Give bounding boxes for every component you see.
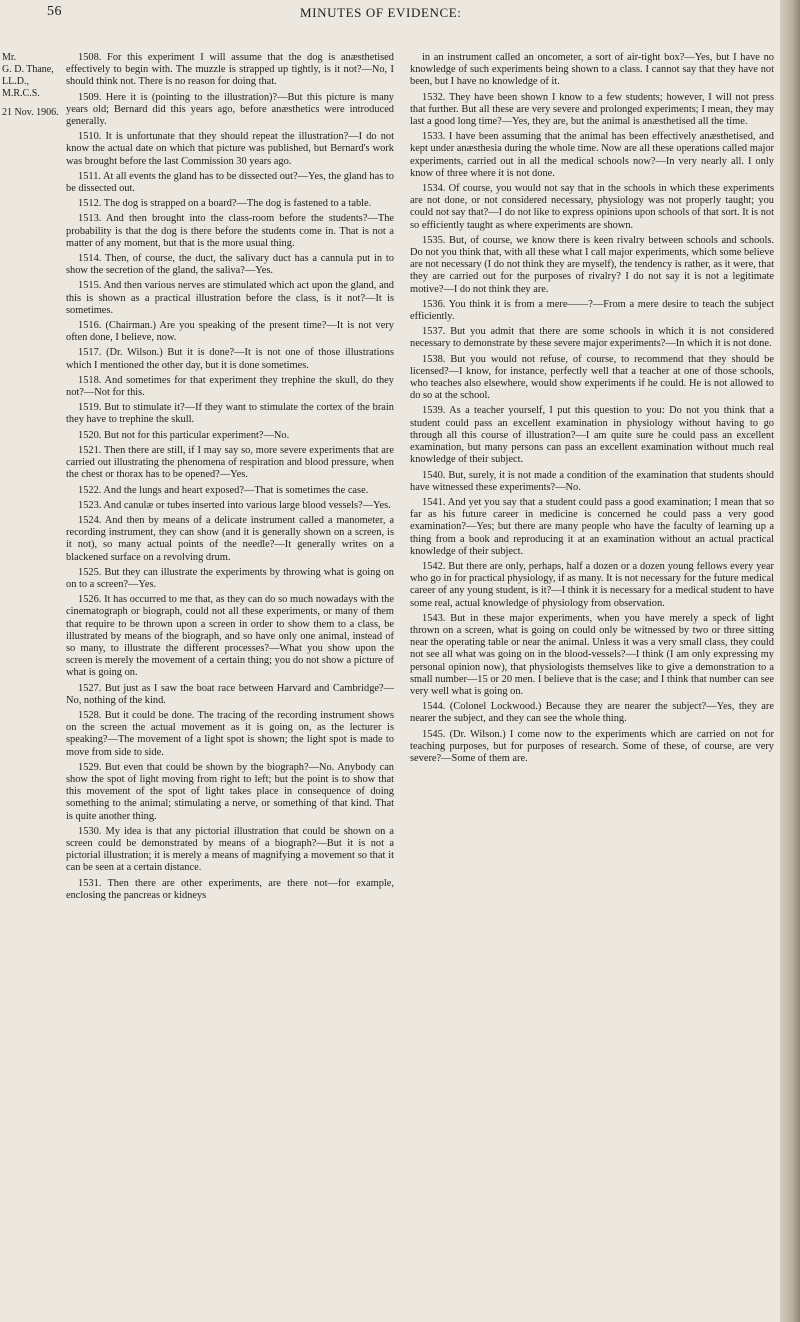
evidence-paragraph: 1529. But even that could be shown by the biograph?—No. Anybody can show the spot of light moving from right to left; but the point is to show that this movement of the spot of light takes place in consequence of doing something to the animal; stimulating a nerve, or something of that kind. That is quite another thing. <box>66 761 394 822</box>
evidence-paragraph: 1520. But not for this particular experiment?—No. <box>78 429 290 441</box>
evidence-paragraph: 1539. As a teacher yourself, I put this question to you: Do not you think that a student could pass an excellent examination in physiology without having to go through all this course of illustration?—I am quite sure he could pass an excellent examination, but many persons can pass an excellent examination without much real knowledge of their subject. <box>410 405 774 466</box>
evidence-paragraph: 1524. And then by means of a delicate instrument called a manometer, a recording instrument, they can show (and it is generally shown on a screen, is it not), so many actual points of the needle?—It generally writes on a blackened surface on a revolving drum. <box>66 514 394 563</box>
evidence-paragraph: 1537. But you admit that there are some schools in which it is not considered necessary to demonstrate by these severe major experiments?—In which it is not done. <box>410 326 774 350</box>
evidence-paragraph: 1519. But to stimulate it?—If they want to stimulate the cortex of the brain they have to trephine the skull. <box>66 402 394 426</box>
evidence-paragraph: 1516. (Chairman.) Are you speaking of the present time?—It is not very often done, I believe, now. <box>66 320 394 344</box>
evidence-paragraph: 1542. But there are only, perhaps, half a dozen or a dozen young fellows every year who go in for practical physiology, if as many. It is not necessary for the future medical career of any young student, is it?—I think it is necessary for a medical student to have some real, actual knowledge of physiology from observation. <box>410 560 774 609</box>
evidence-paragraph: 1523. And canulæ or tubes inserted into various large blood vessels?—Yes. <box>78 499 391 511</box>
evidence-paragraph: 1514. Then, of course, the duct, the salivary duct has a cannula put in to show the secretion of the gland, the saliva?—Yes. <box>66 253 394 277</box>
page-number: 56 <box>47 4 62 19</box>
evidence-paragraph: 1545. (Dr. Wilson.) I come now to the experiments which are carried on not for teaching purposes, but for purposes of research. Some of these, of course, are very severe?—Some of them are. <box>410 728 774 764</box>
witness-margin-note <box>2 52 64 100</box>
evidence-paragraph: 1530. My idea is that any pictorial illustration that could be shown on a screen could be demonstrated by means of a biograph?—But it is not a pictorial illustration; it is merely a means of magnifying a movement so that it can be seen at a certain distance. <box>66 825 394 874</box>
witness-line: M.R.C.S. <box>2 88 40 99</box>
evidence-paragraph: 1511. At all events the gland has to be dissected out?—Yes, the gland has to be dissected out. <box>66 170 394 195</box>
evidence-paragraph: 1517. (Dr. Wilson.) But it is done?—It is not one of those illustrations which I mentioned the other day, but it is done sometimes. <box>66 347 394 371</box>
evidence-paragraph: 1510. It is unfortunate that they should repeat the illustration?—I do not know the actual date on which that picture was published, but Bernard's work was brought before the last Commission 30 years ago. <box>66 131 394 167</box>
evidence-paragraph: 1532. They have been shown I know to a few students; however, I will not press that further. But all these are very severe and prolonged experiments; I mean, they may last a good long time?—Yes, they are, but the animal is anæsthetised all the time. <box>410 91 774 128</box>
page-edge-shadow <box>780 0 800 1322</box>
evidence-paragraph: 1527. But just as I saw the boat race between Harvard and Cambridge?—No, nothing of the kind. <box>66 682 394 706</box>
evidence-paragraph: 1536. You think it is from a mere——?—From a mere desire to teach the subject efficiently. <box>410 298 774 323</box>
evidence-paragraph: 1526. It has occurred to me that, as they can do so much nowadays with the cinematograph or biograph, could not all these experiments, or many of them that require to be thrown upon a screen in order to show them to a class, be illustrated by means of the biograph, and so have only one animal, instead of so many, to illustrate the different processes?—What you show upon the screen is merely the movement of a certain thing; you do not show a picture of what is going on. <box>66 594 394 679</box>
evidence-paragraph: 1540. But, surely, it is not made a condition of the examination that students should have witnessed these experiments?—No. <box>410 469 774 493</box>
evidence-paragraph: 1509. Here it is (pointing to the illustration)?—But this picture is many years old; Bernard did this years ago, before anæsthetics were introduced generally. <box>66 91 394 128</box>
evidence-paragraph: 1541. And yet you say that a student could pass a good examination; I mean that so far as his future career in medicine is concerned he could pass a very good examination?—Yes; but there are many people who have the faculty of learning up a thing from a book and reproducing it at an examination without an actual practical knowledge of their subject. <box>410 496 774 557</box>
evidence-paragraph: 1544. (Colonel Lockwood.) Because they are nearer the subject?—Yes, they are nearer the subject, and they can see the whole thing. <box>410 701 774 725</box>
evidence-paragraph: 1528. But it could be done. The tracing of the recording instrument shows on the screen the actual movement as it is going on, as the lecturer is speaking?—The movement of a light spot is shown; the light spot is made to move from side to side. <box>66 709 394 758</box>
evidence-paragraph: 1521. Then there are still, if I may say so, more severe experiments that are carried out illustrating the phenomena of respiration and blood pressure, when the chest or thorax has to be opened?—Yes. <box>66 444 394 481</box>
evidence-paragraph: 1534. Of course, you would not say that in the schools in which these experiments are not done, or not considered necessary, physiology was not properly taught; you could not say that?—I do not like to express opinions upon schools of that sort. It is not so efficiently taught as where experiments are shown. <box>410 183 774 231</box>
evidence-paragraph: 1543. But in these major experiments, when you have merely a speck of light thrown on a screen, what is going on could only be witnessed by two or three sitting near the operating table or near the animal. Unless it was a very small class, they could not see all what was going on in the blood-vessels?—I think (I am only expressing my personal opinion now), that physiologists themselves like to give a demonstration to a small number—15 or 20 men. I believe that is the case; and I think that number can see very well what is going on. <box>410 612 774 697</box>
evidence-paragraph: in an instrument called an oncometer, a sort of air-tight box?—Yes, but I have no knowledge of such experiments being shown to a class. I cannot say that they have not been, but I have no knowledge of it. <box>410 52 774 88</box>
evidence-paragraph: 1515. And then various nerves are stimulated which act upon the gland, and this is shown as a practical illustration before the class, is it not?—It is sometimes. <box>66 280 394 316</box>
evidence-paragraph: 1525. But they can illustrate the experiments by throwing what is going on on to a screen?—Yes. <box>66 566 394 590</box>
witness-line: LL.D., <box>2 76 29 87</box>
running-title: MINUTES OF EVIDENCE: <box>300 5 462 20</box>
witness-line: G. D. Thane, <box>2 64 54 75</box>
evidence-paragraph: 1533. I have been assuming that the animal has been effectively anæsthetised, and kept under anæsthesia during the whole time. Now are all these operations called major experiments, carried out in all the medical schools now?—In very nearly all. I only know of three where it is not done. <box>410 131 774 179</box>
margin-date: 21 Nov. 1906. <box>2 107 59 118</box>
evidence-paragraph: 1538. But you would not refuse, of course, to recommend that they should be licensed?—I know, for instance, perfectly well that a teacher at one of those schools, who teaches also elsewhere, would show experiments if he could. He is not allowed to do so at the school. <box>410 353 774 402</box>
evidence-paragraph: 1531. Then there are other experiments, are there not—for example, enclosing the pancreas or kidneys <box>66 877 394 901</box>
right-column <box>410 52 774 768</box>
evidence-paragraph: 1522. And the lungs and heart exposed?—That is sometimes the case. <box>78 484 369 496</box>
evidence-paragraph: 1508. For this experiment I will assume that the dog is anæsthetised effectively to begin with. The muzzle is strapped up tightly, is it not?—No, I should think not. There is no reason for doing that. <box>66 52 394 88</box>
evidence-paragraph: 1512. The dog is strapped on a board?—The dog is fastened to a table. <box>78 198 372 210</box>
evidence-paragraph: 1518. And sometimes for that experiment they trephine the skull, do they not?—Not for this. <box>66 374 394 399</box>
left-column <box>66 52 394 905</box>
evidence-paragraph: 1535. But, of course, we know there is keen rivalry between schools and schools. Do not you think that, with all these what I call major experiments, which some believe are not necessary (I do not think they are myself), the tendency is rather, as it were, that they are carried out for the purposes of rivalry? I do not say it is not a legitimate motive?—I do not think they are. <box>410 234 774 295</box>
witness-line: Mr. <box>2 52 17 63</box>
evidence-paragraph: 1513. And then brought into the class-room before the students?—The probability is that the dog is there before the students come in. That is not a matter of any moment, but that is the more usual thing. <box>66 213 394 249</box>
